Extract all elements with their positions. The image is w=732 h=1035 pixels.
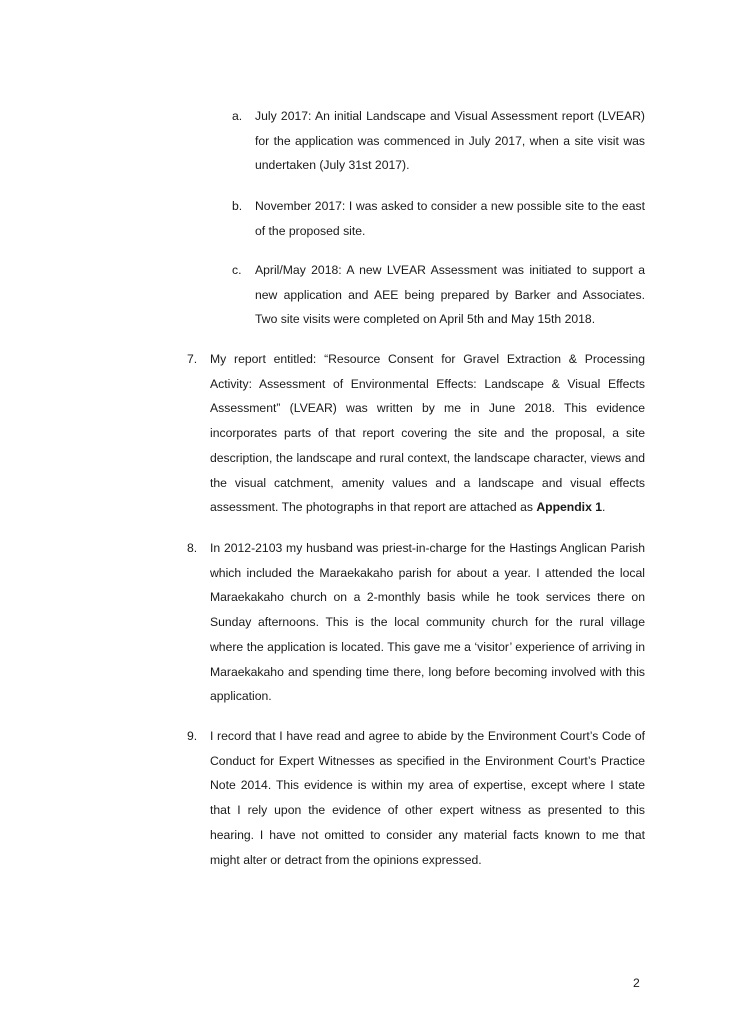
appendix-reference: Appendix 1 xyxy=(536,500,603,515)
sub-item-marker: b. xyxy=(232,199,243,213)
sub-item-text: April/May 2018: A new LVEAR Assessment was initiated to support a new application and AEE being prepared by Barker and Associates. Two site visits were completed on April 5th and May 15th 2018. xyxy=(255,263,645,327)
paragraph-9 xyxy=(187,724,645,872)
paragraph-text xyxy=(210,347,645,520)
paragraph-7 xyxy=(187,347,645,520)
sub-item-text: November 2017: I was asked to consider a new possible site to the east of the proposed site. xyxy=(255,199,645,238)
sub-item-c xyxy=(232,258,645,332)
paragraph-number: 8. xyxy=(187,541,198,555)
paragraph-number: 7. xyxy=(187,352,198,366)
sub-item-marker: a. xyxy=(232,109,243,123)
paragraph-text-end: . xyxy=(602,500,606,515)
sub-item-b xyxy=(232,194,645,243)
sub-item-marker: c. xyxy=(232,263,242,277)
paragraph-text: In 2012-2103 my husband was priest-in-charge for the Hastings Anglican Parish which included the Maraekakaho parish for about a year. I attended the local Maraekakaho church on a 2-monthly basis while he took services there on Sunday afternoons. This is the local community church for the rural village where the application is located. This gave me a ‘visitor’ experience of arriving in Maraekakaho and spending time there, long before becoming involved with this application. xyxy=(210,541,645,704)
sub-item-a xyxy=(232,104,645,178)
paragraph-8 xyxy=(187,536,645,709)
page-number: 2 xyxy=(633,976,640,990)
paragraph-number: 9. xyxy=(187,729,198,743)
paragraph-text-body: My report entitled: “Resource Consent for Gravel Extraction & Processing Activity: Assessment of Environmental Effects: Landscape & Visual Effects Assessment” (LVEAR) was written by me in June 2018. This evidence incorporates parts of that report covering the site and the proposal, a site description, the landscape and rural context, the landscape character, views and the visual catchment, amenity values and a landscape and visual effects assessment. The photographs in that report are attached as xyxy=(210,352,645,515)
sub-item-text: July 2017: An initial Landscape and Visual Assessment report (LVEAR) for the application was commenced in July 2017, when a site visit was undertaken (July 31st 2017). xyxy=(255,109,645,173)
paragraph-text: I record that I have read and agree to abide by the Environment Court’s Code of Conduct for Expert Witnesses as specified in the Environment Court’s Practice Note 2014. This evidence is within my area of expertise, except where I state that I rely upon the evidence of other expert witness as presented to this hearing. I have not omitted to consider any material facts known to me that might alter or detract from the opinions expressed. xyxy=(210,729,645,867)
